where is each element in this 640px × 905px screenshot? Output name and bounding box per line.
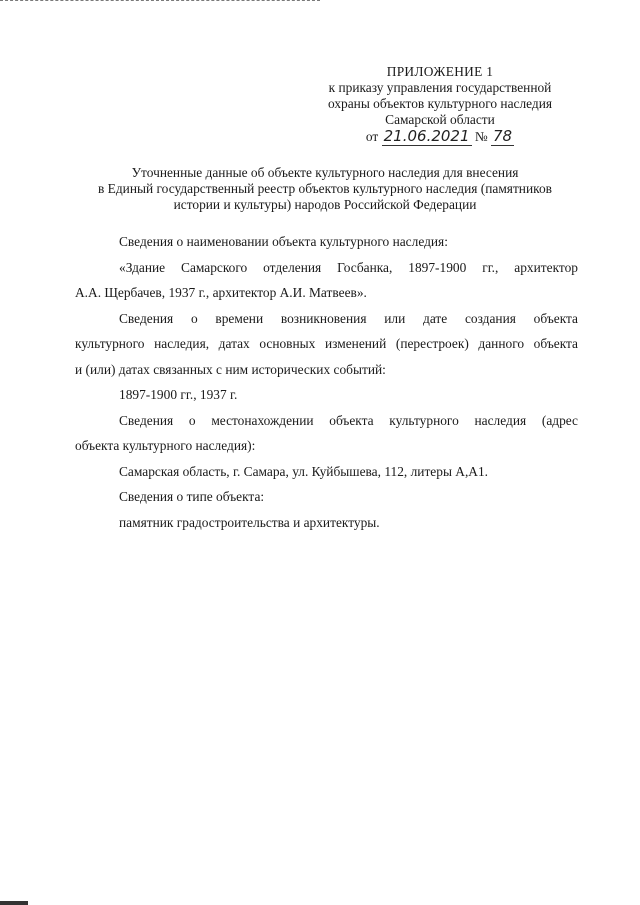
document-title-line: в Единый государственный реестр объектов культурного наследия (памятников <box>98 181 552 196</box>
location-heading-line: Сведения о местонахождении объекта культурного наследия (адрес <box>119 412 578 428</box>
document-title-line: истории и культуры) народов Российской Федерации <box>173 197 477 212</box>
name-heading: Сведения о наименовании объекта культурного наследия: <box>119 234 448 249</box>
object-name-line: А.А. Щербачев, 1937 г., архитектор А.И. Матвеев». <box>75 285 367 300</box>
time-heading-line: Сведения о времени возникновения или дате создания объекта <box>119 310 578 326</box>
location-value: Самарская область, г. Самара, ул. Куйбышева, 112, литеры А,А1. <box>119 463 489 479</box>
appendix-line: Самарской области <box>385 112 495 127</box>
document-body <box>75 230 578 536</box>
handwritten-date: 21.06.2021 <box>383 127 470 145</box>
date-prefix: от <box>365 129 379 144</box>
location-heading-line: объекта культурного наследия): <box>75 438 256 453</box>
handwritten-number: 78 <box>493 127 513 145</box>
time-heading-line: и (или) датах связанных с ним исторических событий: <box>75 361 386 377</box>
document-title-line: Уточненные данные об объекте культурного наследия для внесения <box>131 165 519 180</box>
appendix-line: к приказу управления государственной <box>328 80 552 95</box>
time-heading-line: культурного наследия, датах основных изменений (перестроек) данного объекта <box>75 336 578 351</box>
type-heading: Сведения о типе объекта: <box>119 489 265 504</box>
appendix-header <box>300 64 580 145</box>
scan-footer-mark <box>0 901 28 905</box>
number-prefix: № <box>474 129 488 144</box>
appendix-line: охраны объектов культурного наследия <box>327 96 553 111</box>
scan-border-dashes <box>0 0 320 4</box>
order-date-line <box>300 128 580 145</box>
appendix-title: ПРИЛОЖЕНИЕ 1 <box>386 64 494 79</box>
object-name-line: «Здание Самарского отделения Госбанка, 1897-1900 гг., архитектор <box>119 259 578 275</box>
type-value: памятник градостроительства и архитектуры. <box>119 514 380 530</box>
document-title <box>70 165 580 213</box>
time-value: 1897-1900 гг., 1937 г. <box>119 387 238 402</box>
